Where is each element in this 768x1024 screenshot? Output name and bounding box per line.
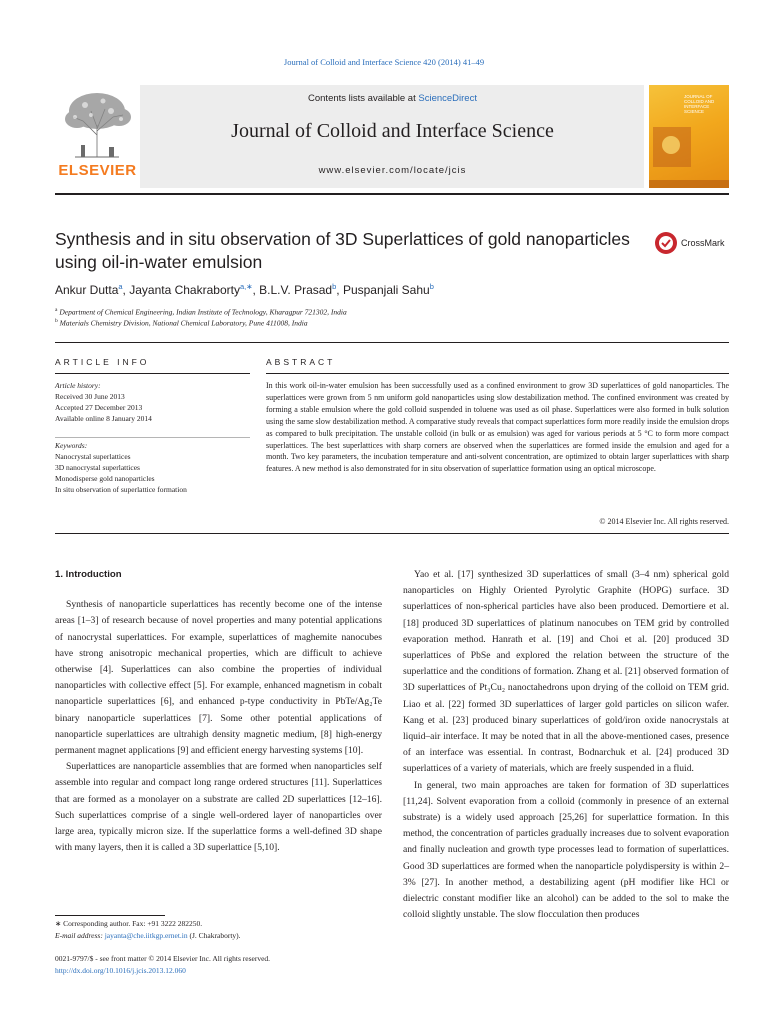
- email-label: E-mail address:: [55, 931, 105, 940]
- author-affiliation-marker[interactable]: b: [429, 282, 434, 291]
- affiliation-marker: b: [55, 318, 58, 324]
- affiliation: [55, 307, 715, 317]
- body-paragraph: In general, two main approaches are taken for formation of 3D superlattices [11,24]. Solvent evaporation from a colloid (commonly in presence of an external substrate) is a widely used approach [25,26] for superlattice formation. In this method, the concentration of particles gradually increases due to solvent evaporation and finally nucleation and growth type processes lead to formation of superlattices. Good 3D superlattices are formed when the nanoparticle polydispersity is within 2–3% [27]. In another method, a destabilizing agent (pH modifier like HCl or dielectric constant modifier like an alcohol) can be added to the sol to make the colloid slightly unstable. The slow flocculation then produces: [403, 779, 729, 921]
- received-date: Received 30 June 2013: [55, 392, 125, 401]
- publisher-name: ELSEVIER: [58, 162, 137, 179]
- contents-line: [140, 93, 645, 104]
- crossmark-icon[interactable]: [655, 232, 677, 254]
- accepted-date: Accepted 27 December 2013: [55, 403, 143, 412]
- journal-name: Journal of Colloid and Interface Science: [231, 120, 554, 142]
- keywords-divider: [55, 437, 250, 438]
- affiliation-text: Department of Chemical Engineering, Indian Institute of Technology, Kharagpur 721302, India: [59, 307, 347, 317]
- author-name[interactable]: Puspanjali Sahu: [342, 283, 430, 297]
- author-separator: ,: [122, 283, 130, 297]
- body-paragraph: Synthesis of nanoparticle superlattices has recently become one of the intense areas [1–3] of research because of novel properties and many potential applications of nanocrystal superlattices. For example, superlattices of maghemite nanocubes have strong anisotropic mechanical properties, which are difficult to achieve otherwise [4]. Superlattices can also combine the properties of individual nanoparticles with collective effect [5]. For example, enhanced magnetism in cobalt nanoparticle superlattices [6], and enhanced p-type conductivity in PbTe/Ag₂Te binary nanoparticle superlattices [7]. Some other potential applications of nanoparticle superlattices are ultrahigh density magnetic medium, [8] high-energy permanent magnet applications [9] and efficient energy harvesting systems [10].: [55, 599, 382, 757]
- author-affiliation-marker[interactable]: b: [332, 282, 337, 291]
- email-note: [55, 931, 385, 940]
- keyword-item: Monodisperse gold nanoparticles: [55, 474, 155, 483]
- body-paragraph: Superlattices are nanoparticle assemblies that are formed when nanoparticles self assemble into regular and compact long range ordered structures [11]. Superlattices that are formed as a monolayer on a substrate are called 2D superlattices [12–16]. Such superlattices comprise of a single well-ordered layer of nanoparticles over large area, typically micron size. If the superlattice forms a well-defined 3D shape with many layers, then it is called a 3D superlattice [5,10].: [55, 761, 382, 854]
- author-name[interactable]: Ankur Dutta: [55, 283, 119, 297]
- author-list: [55, 282, 715, 297]
- journal-citation-link[interactable]: Journal of Colloid and Interface Science 420 (2014) 41–49: [283, 57, 485, 67]
- author-separator: ,: [252, 283, 260, 297]
- sciencedirect-link[interactable]: ScienceDirect: [418, 93, 477, 104]
- corresponding-author-note: ∗ Corresponding author. Fax: +91 3222 282250.: [55, 919, 203, 928]
- online-date: Available online 8 January 2014: [55, 414, 152, 423]
- affiliation-text: Materials Chemistry Division, National Chemical Laboratory, Pune 411008, India: [59, 318, 308, 328]
- email-suffix: (J. Chakraborty).: [187, 931, 241, 940]
- author-separator: ,: [336, 283, 343, 297]
- tree-icon: [55, 85, 140, 160]
- cover-title: JOURNAL OF COLLOID AND INTERFACE SCIENCE: [684, 94, 715, 114]
- body-column-right: [403, 567, 729, 923]
- author-affiliation-marker[interactable]: a,∗: [239, 282, 253, 291]
- body-column-left: [55, 567, 382, 856]
- paper-title: Synthesis and in situ observation of 3D Superlattices of gold nanoparticles using oil-in-water emulsion: [55, 229, 630, 272]
- body-paragraph: Yao et al. [17] synthesized 3D superlattices of small (3–4 nm) spherical gold nanoparticles on Highly Oriented Pyrolytic Graphite (HOPG) surface. 3D superlattices of non-spherical particles have also been produced. Demortiere et al. [18] produced 3D superlattices of platinum nanocubes on TEM grid by controlled evaporation method. Hanrath et al. [19] and Choi et al. [20] produced 3D superlattices of PbSe and explored the relation between the structure of the superlattice and the conditions of formation. Zhang et al. [21] observed formation of 3D superlattices of Pt₃Cu₂ nanoctahedrons upon drying of the colloid on TEM grid. Liao et al. [22] formed 3D superlattices of larger gold particles on silicon wafer. Kang et al. [23] produced binary superlattices of gold/iron oxide nanocrystals at liquid–air interface. It may be noted that in all the above-mentioned cases, presence of an interface was essential. In contrast, Bodnarchuk et al. [24] produced 3D superlattices of a variety of materials, which are freely suspended in a fluid.: [403, 569, 729, 775]
- issn-line: 0021-9797/$ - see front matter © 2014 Elsevier Inc. All rights reserved.: [55, 954, 271, 963]
- keyword-item: Nanocrystal superlattices: [55, 452, 131, 461]
- article-info-divider: [55, 373, 250, 374]
- doi-link[interactable]: http://dx.doi.org/10.1016/j.jcis.2013.12.060: [55, 966, 186, 975]
- header-divider: [55, 193, 729, 195]
- article-history-label: Article history:: [55, 381, 101, 390]
- affiliation: [55, 318, 715, 328]
- author-affiliation-marker[interactable]: a: [118, 282, 123, 291]
- section-divider: [55, 342, 729, 343]
- section-heading: 1. Introduction: [55, 569, 122, 580]
- keyword-item: In situ observation of superlattice formation: [55, 485, 187, 494]
- affiliation-marker: a: [55, 307, 58, 313]
- abstract-heading: ABSTRACT: [266, 357, 336, 367]
- keywords-label: Keywords:: [55, 441, 88, 450]
- author-name[interactable]: Jayanta Chakraborty: [129, 283, 240, 297]
- crossmark-label[interactable]: CrossMark: [681, 238, 725, 248]
- email-link[interactable]: jayanta@che.iitkgp.ernet.in: [104, 931, 188, 940]
- article-info-heading: ARTICLE INFO: [55, 357, 150, 367]
- author-name[interactable]: B.L.V. Prasad: [259, 283, 333, 297]
- section-divider: [55, 533, 729, 534]
- abstract-divider: [266, 373, 729, 374]
- journal-homepage-link[interactable]: www.elsevier.com/locate/jcis: [318, 165, 467, 176]
- contents-prefix: Contents lists available at: [308, 93, 419, 104]
- footnote-divider: [55, 915, 165, 916]
- abstract-copyright: © 2014 Elsevier Inc. All rights reserved.: [599, 517, 729, 526]
- keyword-item: 3D nanocrystal superlattices: [55, 463, 140, 472]
- abstract-text: In this work oil-in-water emulsion has been successfully used as a confined environment to grow 3D superlattices of gold nanoparticles. The superlattices were grown from 5 nm uniform gold nanoparticles using slow destabilization method. The confined environment was created by forming a stable emulsion where the gold colloid suspended in toluene was used as oil phase. Superlattices were also formed in bulk solution using the same slow destabilization method. A comparative study reveals that compact superlattices form more readily inside the emulsion drops as compared to bulk precipitation. The unstable colloid (in bulk or as emulsion) was aged for various periods at 5 °C to form more compact superlattices. The best superlattices with sharp corners are observed when the superlattices are formed inside the emulsion and aged for a month. Two key parameters, the incubation temperature and anti-solvent concentration, are optimized to obtain larger superlattices with sharp features. A new method is also demonstrated for in situ observation of superlattice formation using an optical microscope.: [266, 381, 729, 474]
